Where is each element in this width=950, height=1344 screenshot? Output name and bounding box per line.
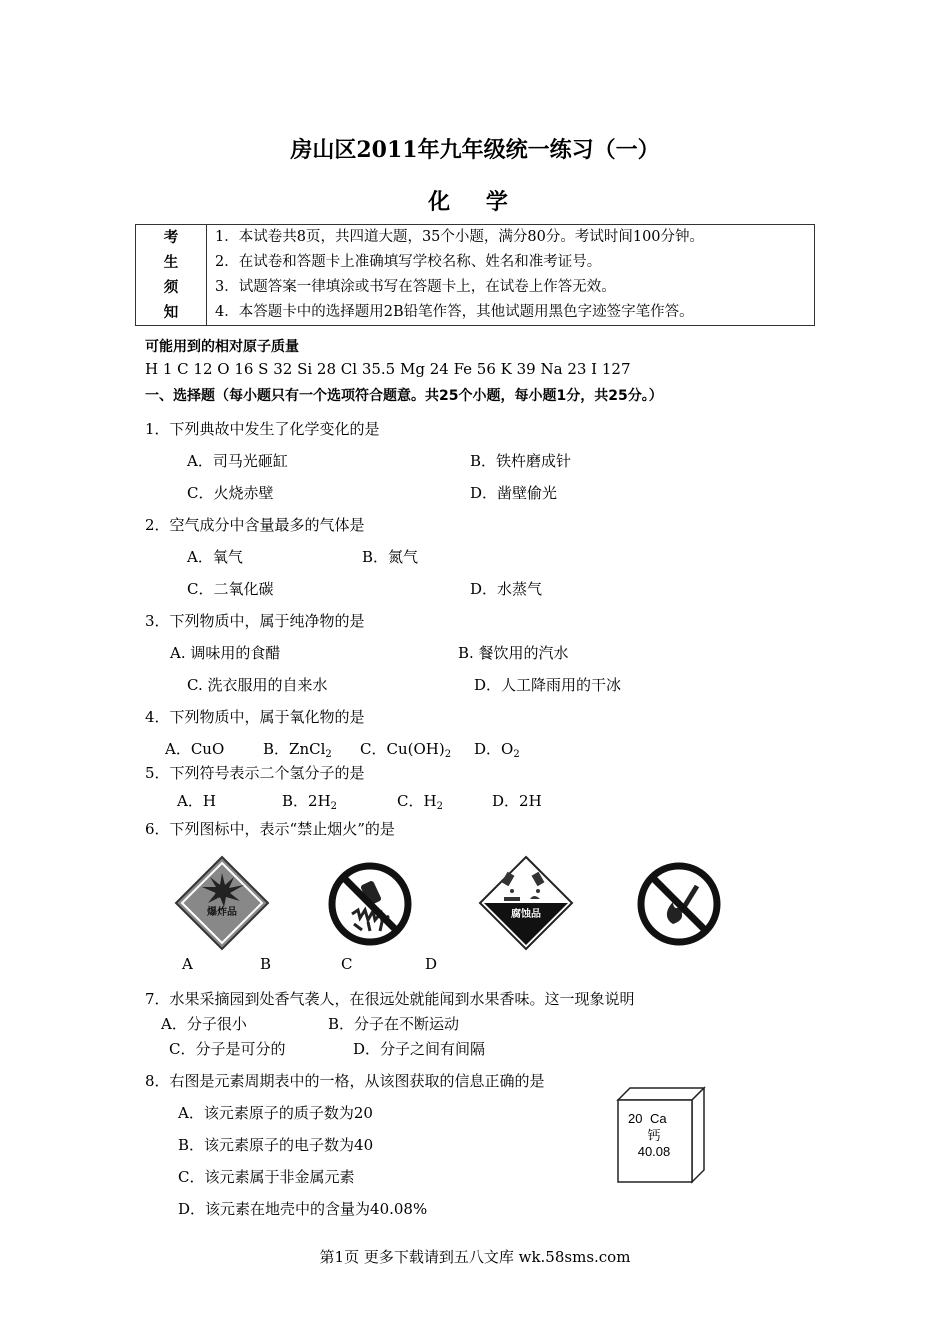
question-2-option-d: D．水蒸气 xyxy=(470,580,543,598)
question-1-option-a: A．司马光砸缸 xyxy=(187,452,288,470)
question-1-option-d: D．凿壁偷光 xyxy=(470,484,558,502)
atomic-mass-values: H 1 C 12 O 16 S 32 Si 28 Cl 35.5 Mg 24 Fe 56 K 39 Na 23 I 127 xyxy=(145,360,631,378)
notice-head-char: 须 xyxy=(163,279,179,296)
periodic-table-cell xyxy=(614,1086,708,1184)
question-2-option-b: B．氮气 xyxy=(362,548,419,566)
question-3-stem: 3．下列物质中，属于纯净物的是 xyxy=(145,612,365,630)
formula-subscript: 2 xyxy=(444,749,452,760)
notice-body xyxy=(207,225,815,326)
question-8-option-a: A．该元素原子的质子数为20 xyxy=(178,1104,373,1122)
question-7-option-b: B．分子在不断运动 xyxy=(328,1015,460,1033)
section-1-title: 一、选择题（每小题只有一个选项符合题意。共25个小题，每小题1分，共25分。） xyxy=(145,388,663,404)
question-4-option-b xyxy=(263,738,332,760)
formula-subscript: 2 xyxy=(325,749,332,760)
question-1-stem: 1．下列典故中发生了化学变化的是 xyxy=(145,420,380,438)
sign-label-c: C xyxy=(341,955,353,973)
question-4-option-a: A．CuO xyxy=(165,740,225,758)
question-5-option-a: A．H xyxy=(177,792,216,810)
page-footer: 第1页 更多下载请到五八文库 wk.58sms.com xyxy=(319,1248,631,1266)
atomic-mass-label: 可能用到的相对原子质量 xyxy=(145,339,299,355)
notice-item: 1．本试卷共8页，共四道大题，35个小题，满分80分。考试时间100分钟。 xyxy=(215,229,705,245)
formula-text: B．2H xyxy=(282,792,331,810)
explosive-sign-icon xyxy=(174,855,270,951)
question-4-option-d xyxy=(474,738,520,760)
sign-label-a: A xyxy=(182,955,193,973)
question-3-option-b: B. 餐饮用的汽水 xyxy=(458,644,569,662)
formula-text: B．ZnCl xyxy=(263,740,326,758)
sign-label-d: D xyxy=(425,955,438,973)
question-2-stem: 2．空气成分中含量最多的气体是 xyxy=(145,516,365,534)
question-4-stem: 4．下列物质中，属于氧化物的是 xyxy=(145,708,365,726)
element-number: 20 xyxy=(628,1111,643,1126)
question-7-option-c: C．分子是可分的 xyxy=(169,1040,286,1058)
formula-text: D．O xyxy=(474,740,514,758)
question-6-stem: 6．下列图标中，表示“禁止烟火”的是 xyxy=(145,820,395,838)
question-2-option-c: C．二氧化碳 xyxy=(187,580,274,598)
notice-item: 3．试题答案一律填涂或书写在答题卡上，在试卷上作答无效。 xyxy=(215,279,616,295)
notice-head-char: 生 xyxy=(163,254,179,271)
question-2-option-a: A．氧气 xyxy=(187,548,243,566)
question-1-option-b: B．铁杵磨成针 xyxy=(470,452,572,470)
question-4-option-c xyxy=(360,738,451,760)
question-3-option-d: D．人工降雨用的干冰 xyxy=(474,676,622,694)
formula-subscript: 2 xyxy=(513,749,520,760)
notice-item: 4．本答题卡中的选择题用2B铅笔作答，其他试题用黑色字迹签字笔作答。 xyxy=(215,304,694,320)
element-name: 钙 xyxy=(647,1129,661,1144)
page-title: 房山区2011年九年级统一练习（一） xyxy=(290,137,660,163)
question-3-option-c: C. 洗衣服用的自来水 xyxy=(187,676,328,694)
question-5-option-b xyxy=(282,790,337,812)
element-symbol: Ca xyxy=(650,1111,667,1126)
no-fireworks-sign-icon xyxy=(328,862,412,946)
formula-subscript: 2 xyxy=(330,801,338,812)
formula-text: C．Cu(OH) xyxy=(360,740,445,758)
notice-item: 2．在试卷和答题卡上准确填写学校名称、姓名和准考证号。 xyxy=(215,254,602,270)
notice-head xyxy=(136,225,207,326)
question-8-option-d: D．该元素在地壳中的含量为40.08% xyxy=(178,1200,428,1218)
question-7-stem: 7．水果采摘园到处香气袭人，在很远处就能闻到水果香味。这一现象说明 xyxy=(145,990,635,1008)
question-8-option-b: B．该元素原子的电子数为40 xyxy=(178,1136,374,1154)
formula-subscript: 2 xyxy=(436,801,443,812)
no-open-flame-sign-icon xyxy=(637,862,721,946)
notice-head-char: 考 xyxy=(163,229,179,246)
notice-head-char: 知 xyxy=(163,304,179,321)
question-5-option-d: D．2H xyxy=(492,792,542,810)
formula-text: C．H xyxy=(397,792,437,810)
question-7-option-a: A．分子很小 xyxy=(161,1015,247,1033)
subject-title: 化 学 xyxy=(428,189,522,215)
question-1-option-c: C．火烧赤壁 xyxy=(187,484,274,502)
corrosive-sign-icon xyxy=(478,855,574,951)
sign-label-b: B xyxy=(260,955,272,973)
sign-a-text: 爆炸品 xyxy=(207,907,237,918)
question-3-option-a: A. 调味用的食醋 xyxy=(170,644,281,662)
sign-c-text: 腐蚀品 xyxy=(511,909,541,920)
question-8-stem: 8．右图是元素周期表中的一格，从该图获取的信息正确的是 xyxy=(145,1072,545,1090)
question-5-option-c xyxy=(397,790,443,812)
notice-table xyxy=(135,224,815,326)
element-mass: 40.08 xyxy=(637,1144,671,1159)
question-8-option-c: C．该元素属于非金属元素 xyxy=(178,1168,355,1186)
question-5-stem: 5．下列符号表示二个氢分子的是 xyxy=(145,764,365,782)
question-7-option-d: D．分子之间有间隔 xyxy=(353,1040,486,1058)
